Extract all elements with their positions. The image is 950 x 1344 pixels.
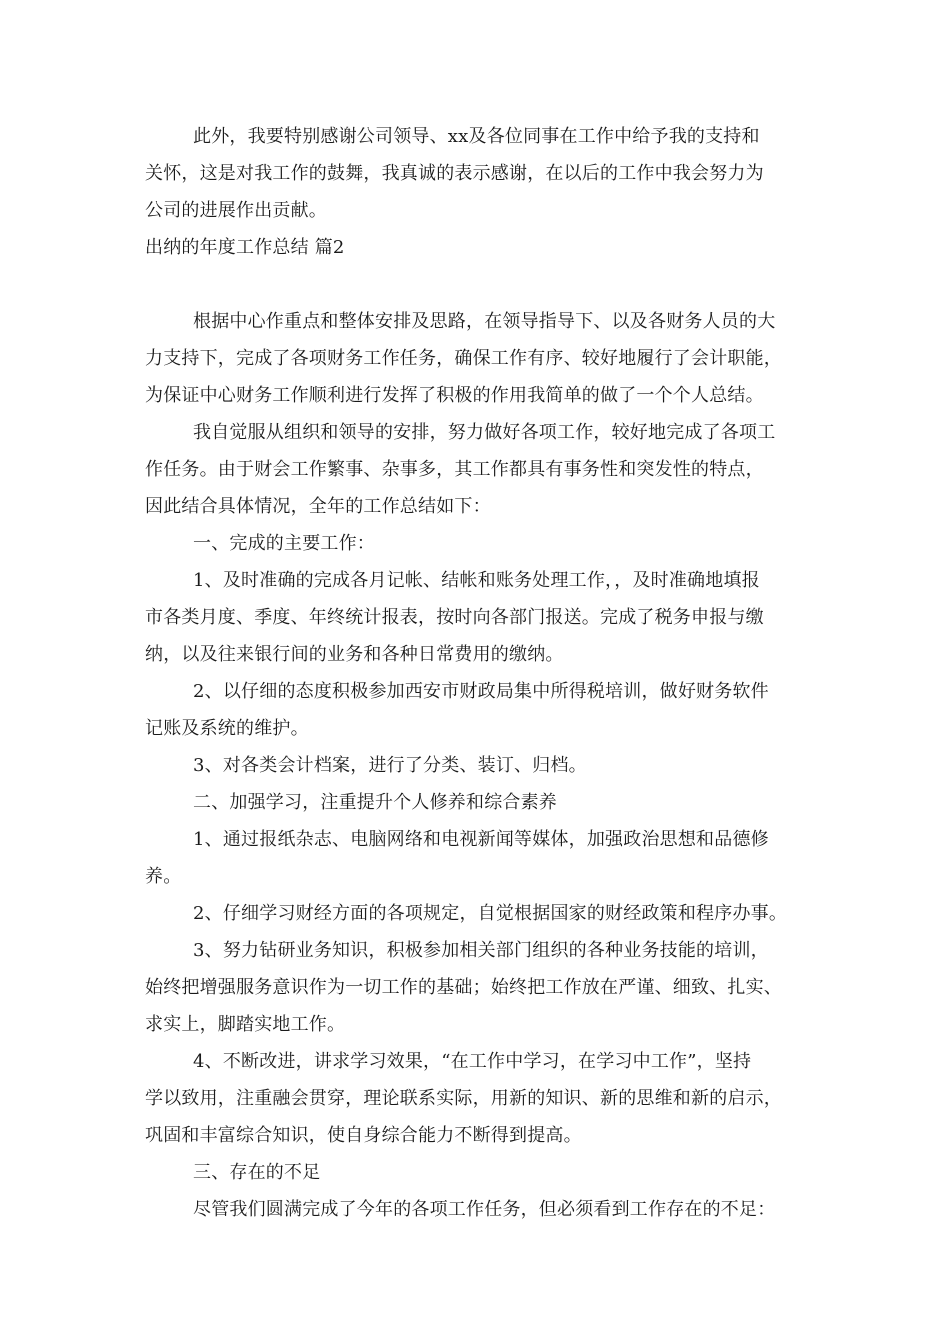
paragraph-thanks: 此外，我要特别感谢公司领导、xx及各位同事在工作中给予我的支持和 关怀，这是对我工作的鼓舞，我真诚的表示感谢，在以后的工作中我会努力为 公司的进展作出贡献。	[145, 126, 764, 221]
paragraph-intro: 根据中心作重点和整体安排及思路，在领导指导下、以及各财务人员的大 力支持下，完成了各项财务工作任务，确保工作有序、较好地履行了会计职能， 为保证中心财务工作顺利进行发挥了积极的作用我简单的做了一个个人总结。	[145, 311, 782, 406]
list-item: 2、仔细学习财经方面的各项规定，自觉根据国家的财经政策和程序办事。	[193, 903, 788, 924]
list-item: 1、通过报纸杂志、电脑网络和电视新闻等媒体，加强政治思想和品德修 养。	[145, 829, 769, 887]
subheading-main-work: 一、完成的主要工作：	[193, 533, 375, 554]
paragraph-shortcomings: 尽管我们圆满完成了今年的各项工作任务，但必须看到工作存在的不足：	[193, 1199, 776, 1220]
list-item: 3、努力钻研业务知识，积极参加相关部门组织的各种业务技能的培训， 始终把增强服务意识作为一切工作的基础；始终把工作放在严谨、细致、扎实、 求实上，脚踏实地工作。	[145, 940, 782, 1035]
subheading-shortcomings: 三、存在的不足	[193, 1162, 321, 1183]
blank-line	[145, 266, 815, 303]
subheading-study: 二、加强学习，注重提升个人修养和综合素养	[193, 792, 557, 813]
list-item: 4、不断改进，讲求学习效果，“在工作中学习，在学习中工作”，坚持 学以致用，注重融会贯穿，理论联系实际，用新的知识、新的思维和新的启示， 巩固和丰富综合知识，使自身综合能力不断得到提高。	[145, 1051, 782, 1146]
section-heading: 出纳的年度工作总结 篇2	[145, 237, 345, 258]
document-body	[145, 118, 815, 1228]
list-item: 3、对各类会计档案，进行了分类、装订、归档。	[193, 755, 587, 776]
list-item: 2、以仔细的态度积极参加西安市财政局集中所得税培训，做好财务软件 记账及系统的维护。	[145, 681, 769, 739]
list-item: 1、及时准确的完成各月记帐、结帐和账务处理工作，，及时准确地填报 市各类月度、季度、年终统计报表，按时向各部门报送。完成了税务申报与缴 纳，以及往来银行间的业务和各种日常费用的缴纳。	[145, 570, 764, 665]
paragraph-overview: 我自觉服从组织和领导的安排，努力做好各项工作，较好地完成了各项工 作任务。由于财会工作繁事、杂事多，其工作都具有事务性和突发性的特点， 因此结合具体情况，全年的工作总结如下：	[145, 422, 776, 517]
